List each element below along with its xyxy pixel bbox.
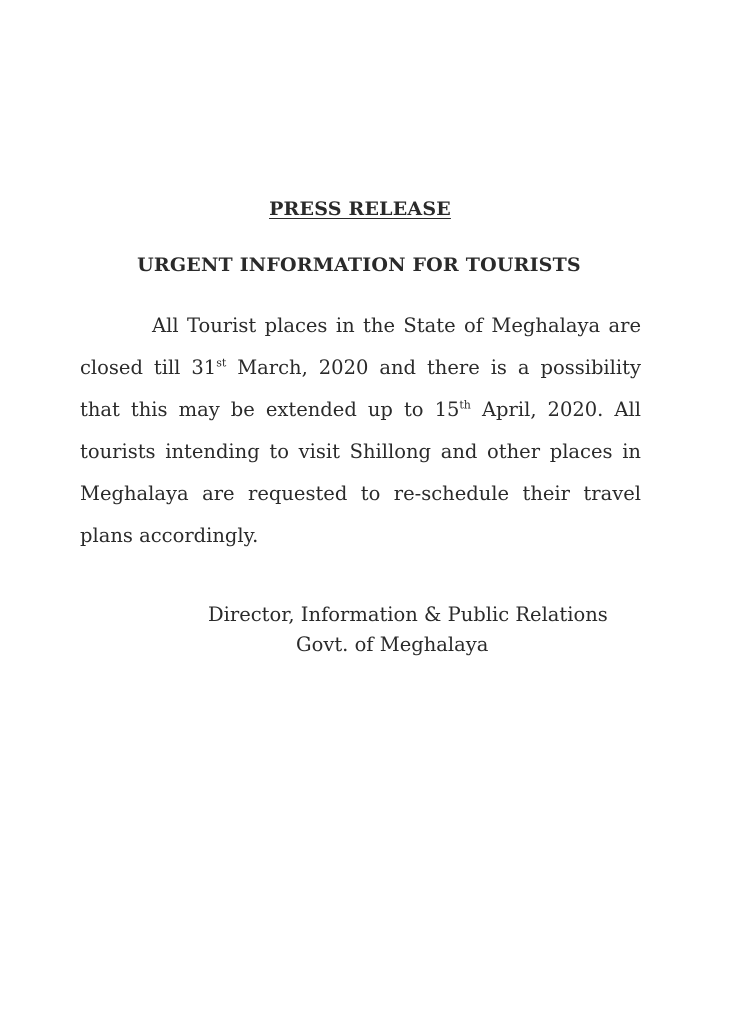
urgent-information-heading: URGENT INFORMATION FOR TOURISTS: [137, 254, 581, 276]
body-text-part-3: April, 2020. All tourists intending to visit Shillong and other places in Meghalaya are requested to re-schedule their travel plans accordingly.: [80, 398, 641, 547]
ordinal-suffix-st: st: [216, 356, 227, 370]
body-paragraph: [80, 305, 641, 557]
press-release-title: PRESS RELEASE: [269, 198, 451, 220]
signature-title: Director, Information & Public Relations: [208, 603, 608, 626]
ordinal-suffix-th: th: [459, 398, 471, 412]
body-text-part-1: All Tourist places in the State of Meghalaya are closed till 31: [80, 314, 641, 379]
signature-organization: Govt. of Meghalaya: [296, 633, 489, 656]
body-text-part-2: March, 2020 and there is a possibility that this may be extended up to 15: [80, 356, 641, 421]
